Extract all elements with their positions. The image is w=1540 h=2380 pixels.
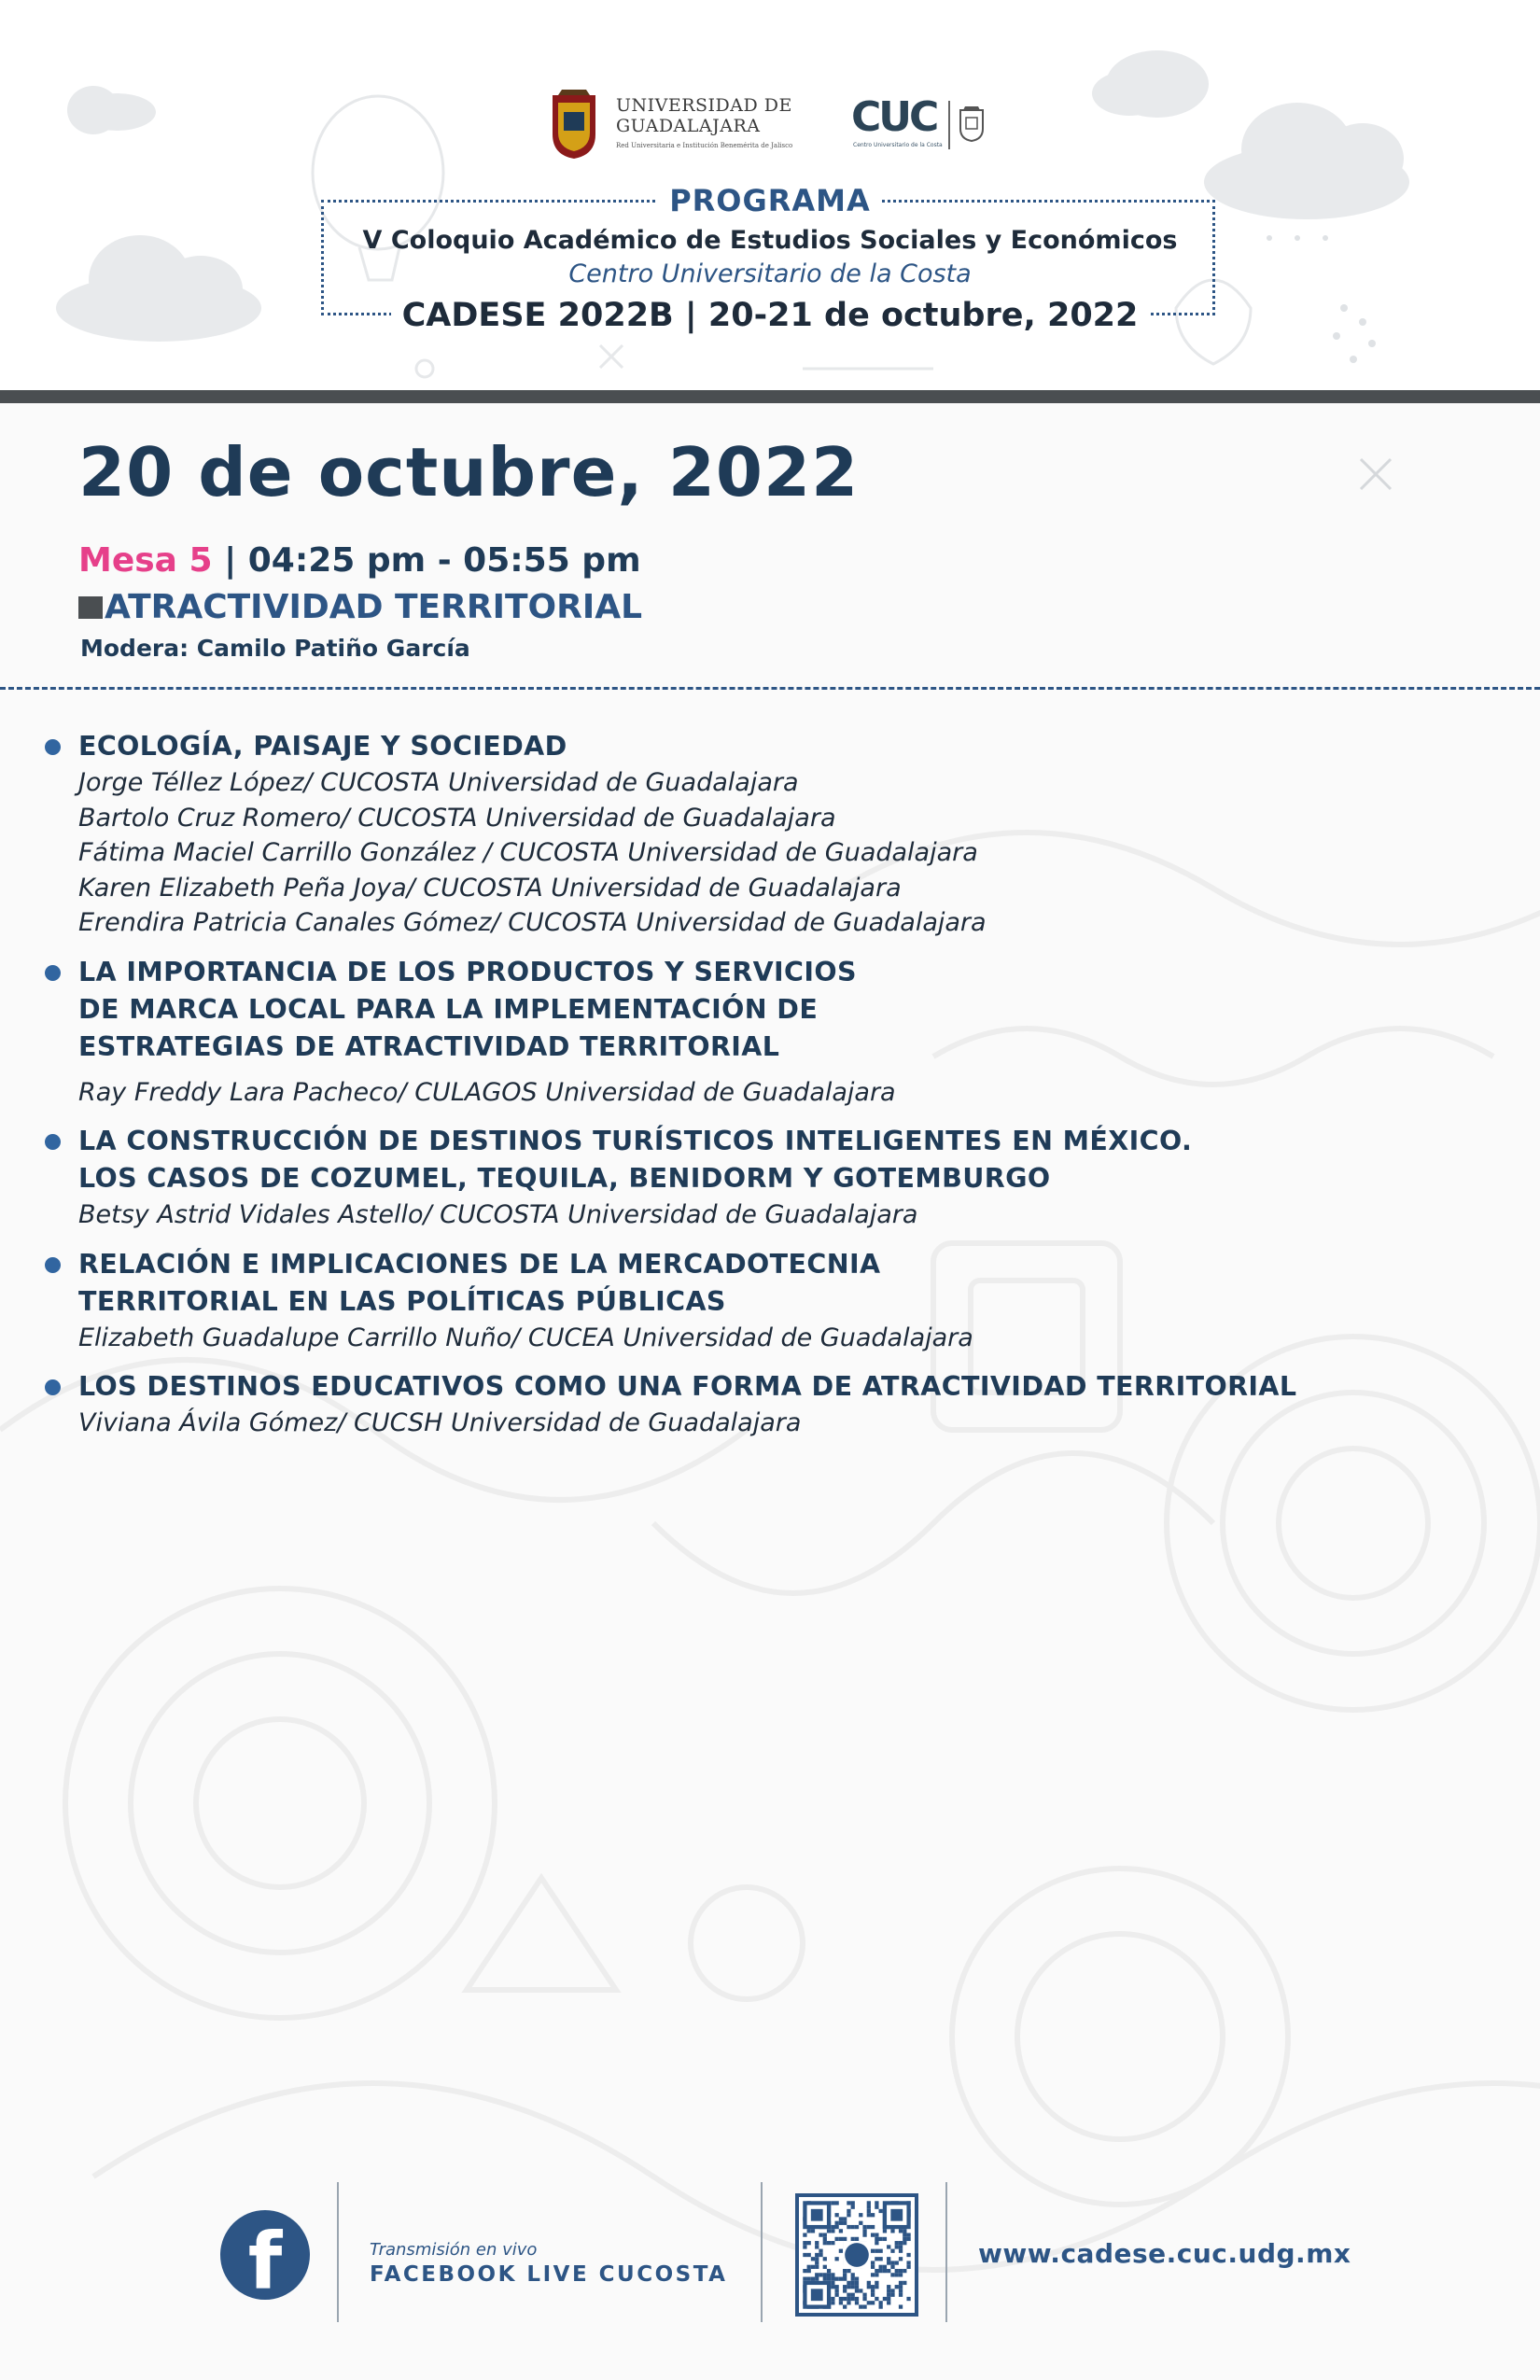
footer (0, 2175, 1540, 2380)
mesa-time: | 04:25 pm - 05:55 pm (212, 541, 641, 580)
talk-author: Ray Freddy Lara Pacheco/ CULAGOS Universidad de Guadalajara (78, 1077, 896, 1107)
udg-name-line1: UNIVERSIDAD DE (616, 95, 792, 116)
cuc-crest-icon (958, 105, 986, 142)
talk-item (45, 728, 1501, 941)
talk-list (45, 728, 1501, 1454)
topic-line (78, 588, 642, 626)
talk-title: ECOLOGÍA, PAISAJE Y SOCIEDAD (78, 731, 567, 762)
talk-author: Viviana Ávila Gómez/ CUCSH Universidad de Guadalajara (78, 1408, 802, 1437)
dashed-divider (0, 687, 1540, 690)
mesa-number: Mesa 5 (78, 541, 213, 580)
mesa-line (78, 541, 641, 580)
program-label: PROGRAMA (658, 183, 882, 218)
topic-title: ATRACTIVIDAD TERRITORIAL (105, 588, 643, 626)
qr-code-icon[interactable] (795, 2193, 918, 2317)
udg-subtitle: Red Universitaria e Institución Benemérita de Jalisco (616, 142, 793, 149)
transmision-label: Transmisión en vivo (370, 2240, 538, 2260)
talk-title: LOS DESTINOS EDUCATIVOS COMO UNA FORMA DE ATRACTIVIDAD TERRITORIAL (78, 1371, 1297, 1402)
talk-author: Erendira Patricia Canales Gómez/ CUCOSTA Universidad de Guadalajara (78, 908, 987, 937)
talk-author: Karen Elizabeth Peña Joya/ CUCOSTA Universidad de Guadalajara (78, 873, 902, 903)
topic-marker (78, 596, 103, 619)
bullet-dot (45, 1257, 61, 1273)
day-title: 20 de octubre, 2022 (78, 433, 860, 511)
udg-name-line2: GUADALAJARA (616, 116, 761, 136)
header-bar (0, 390, 1540, 403)
bullet-dot (45, 965, 61, 981)
header (0, 0, 1540, 390)
facebook-live-label[interactable]: FACEBOOK LIVE CUCOSTA (370, 2262, 728, 2287)
talk-author: Fátima Maciel Carrillo González / CUCOSTA Universidad de Guadalajara (78, 838, 978, 867)
talk-item (45, 1123, 1501, 1233)
talk-author: Betsy Astrid Vidales Astello/ CUCOSTA Universidad de Guadalajara (78, 1200, 918, 1229)
talk-author: Elizabeth Guadalupe Carrillo Nuño/ CUCEA Universidad de Guadalajara (78, 1323, 973, 1352)
talk-item (45, 1246, 1501, 1356)
footer-divider (761, 2182, 763, 2322)
talk-title: RELACIÓN E IMPLICACIONES DE LA MERCADOTECNIA TERRITORIAL EN LAS POLÍTICAS PÚBLICAS (78, 1248, 881, 1317)
moderator: Modera: Camilo Patiño García (80, 635, 470, 662)
bullet-dot (45, 739, 61, 755)
cuc-mark: CUC (851, 93, 937, 141)
talk-author: Jorge Téllez López/ CUCOSTA Universidad de Guadalajara (78, 768, 799, 797)
facebook-icon[interactable] (220, 2210, 310, 2307)
center-name: Centro Universitario de la Costa (568, 259, 972, 288)
cuc-logo (851, 93, 991, 159)
talk-item (45, 954, 1501, 1111)
bullet-dot (45, 1379, 61, 1395)
udg-logo (549, 86, 801, 164)
facebook-glyph: f (247, 2216, 283, 2307)
talk-item (45, 1368, 1501, 1441)
cuc-subtitle: Centro Universitario de la Costa (853, 142, 943, 148)
edition-dates: CADESE 2022B | 20-21 de octubre, 2022 (391, 297, 1150, 334)
event-name: V Coloquio Académico de Estudios Sociales y Económicos (362, 226, 1178, 255)
footer-divider (337, 2182, 339, 2322)
talk-author: Bartolo Cruz Romero/ CUCOSTA Universidad de Guadalajara (78, 803, 836, 833)
talk-title: LA CONSTRUCCIÓN DE DESTINOS TURÍSTICOS INTELIGENTES EN MÉXICO. LOS CASOS DE COZUMEL, TEQUILA, BENIDORM Y GOTEMBURGO (78, 1126, 1193, 1194)
udg-crest-icon (549, 86, 599, 161)
talk-title: LA IMPORTANCIA DE LOS PRODUCTOS Y SERVICIOS DE MARCA LOCAL PARA LA IMPLEMENTACIÓN DE ESTRATEGIAS DE ATRACTIVIDAD TERRITORIAL (78, 956, 857, 1062)
cuc-divider (948, 101, 950, 149)
bullet-dot (45, 1134, 61, 1150)
close-icon (1357, 455, 1394, 493)
website-link[interactable]: www.cadese.cuc.udg.mx (978, 2238, 1351, 2269)
footer-divider (945, 2182, 947, 2322)
